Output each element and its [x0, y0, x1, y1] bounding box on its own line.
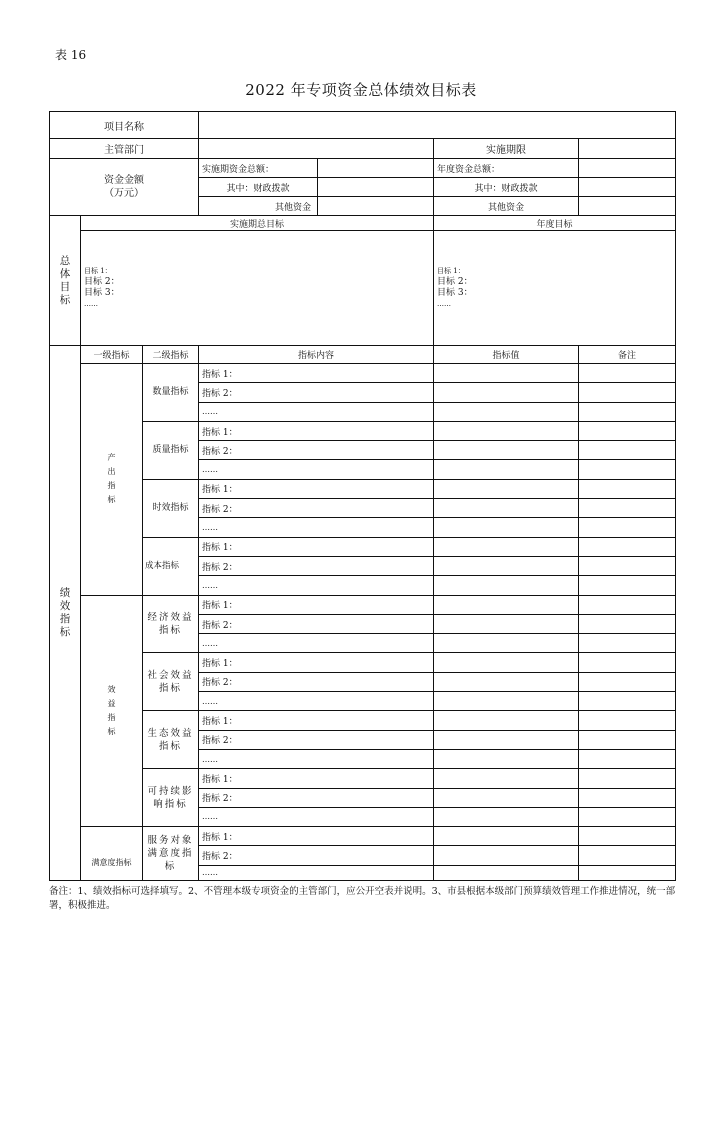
period-other-field[interactable]: [318, 197, 434, 216]
indicator-value-field[interactable]: [434, 653, 579, 672]
indicator-row-label: ……: [199, 807, 434, 826]
level1-benefit: [81, 595, 143, 827]
period-other-label: 其他资金: [199, 197, 318, 216]
total-period-field[interactable]: [318, 159, 434, 178]
indicator-note-field[interactable]: [579, 865, 676, 880]
period-fiscal-label: 其中：财政拨款: [199, 178, 318, 197]
indicator-row-label: 指标 2：: [199, 730, 434, 749]
period-field[interactable]: [579, 139, 676, 159]
goal-line-2: 目标 2：: [437, 277, 473, 287]
indicator-row-label: ……: [199, 460, 434, 479]
level2-cost: 成本指标: [143, 537, 199, 595]
level2-quantity: 数量指标: [143, 364, 199, 422]
indicator-value-field[interactable]: [434, 383, 579, 402]
goal-line-1: 目标 1：: [84, 267, 112, 275]
department-label: 主管部门: [50, 139, 199, 159]
funds-unit: （万元）: [104, 188, 145, 199]
goal-line-3: 目标 3：: [84, 288, 120, 298]
overall-goal-label: [50, 216, 81, 346]
indicator-value-field[interactable]: [434, 749, 579, 768]
indicator-note-field[interactable]: [579, 788, 676, 807]
indicator-note-field[interactable]: [579, 634, 676, 653]
indicator-row-label: 指标 1：: [199, 769, 434, 788]
indicator-row-label: 指标 1：: [199, 537, 434, 556]
period-fiscal-field[interactable]: [318, 178, 434, 197]
indicator-row-label: 指标 1：: [199, 595, 434, 614]
goal-line-more: ……: [437, 300, 452, 308]
total-period-label: 实施期资金总额：: [199, 159, 318, 178]
indicator-row-label: 指标 2：: [199, 846, 434, 865]
indicator-note-field[interactable]: [579, 537, 676, 556]
indicator-note-field[interactable]: [579, 518, 676, 537]
indicator-value-field[interactable]: [434, 846, 579, 865]
indicator-value-field[interactable]: [434, 711, 579, 730]
indicator-value-field[interactable]: [434, 692, 579, 711]
indicator-value-field[interactable]: [434, 788, 579, 807]
indicator-note-field[interactable]: [579, 769, 676, 788]
indicator-value-field[interactable]: [434, 556, 579, 575]
year-goal-title: 年度目标: [434, 216, 676, 231]
year-other-label: 其他资金: [434, 197, 579, 216]
col-value: 指标值: [434, 346, 579, 364]
indicator-note-field[interactable]: [579, 383, 676, 402]
indicator-row-label: 指标 1：: [199, 421, 434, 440]
indicator-label: [50, 346, 81, 881]
indicator-label-text: 绩效指标: [59, 586, 71, 638]
indicator-row-label: ……: [199, 402, 434, 421]
indicator-value-field[interactable]: [434, 364, 579, 383]
indicator-row-label: 指标 2：: [199, 672, 434, 691]
indicator-value-field[interactable]: [434, 595, 579, 614]
goal-line-3: 目标 3：: [437, 288, 473, 298]
level2-economic: 经济效益指标: [143, 595, 199, 653]
project-name-field[interactable]: [199, 112, 676, 139]
indicator-row-label: 指标 1：: [199, 364, 434, 383]
indicator-value-field[interactable]: [434, 421, 579, 440]
level2-timeliness: 时效指标: [143, 479, 199, 537]
indicator-note-field[interactable]: [579, 711, 676, 730]
indicator-note-field[interactable]: [579, 441, 676, 460]
indicator-value-field[interactable]: [434, 730, 579, 749]
indicator-value-field[interactable]: [434, 672, 579, 691]
indicator-value-field[interactable]: [434, 441, 579, 460]
indicator-row-label: 指标 1：: [199, 827, 434, 846]
year-other-field[interactable]: [579, 197, 676, 216]
page-title: 2022 年专项资金总体绩效目标表: [245, 81, 477, 99]
project-name-label: 项目名称: [50, 112, 199, 139]
indicator-row-label: ……: [199, 692, 434, 711]
indicator-row-label: 指标 2：: [199, 614, 434, 633]
indicator-note-field[interactable]: [579, 846, 676, 865]
overall-goal-text: 总体目标: [59, 254, 71, 306]
funds-label: [50, 159, 199, 216]
indicator-value-field[interactable]: [434, 479, 579, 498]
goal-line-1: 目标 1：: [437, 267, 465, 275]
indicator-note-field[interactable]: [579, 653, 676, 672]
department-field[interactable]: [199, 139, 434, 159]
indicator-value-field[interactable]: [434, 769, 579, 788]
indicator-row-label: ……: [199, 576, 434, 595]
indicator-note-field[interactable]: [579, 827, 676, 846]
col-note: 备注: [579, 346, 676, 364]
indicator-value-field[interactable]: [434, 402, 579, 421]
indicator-value-field[interactable]: [434, 499, 579, 518]
year-fiscal-field[interactable]: [579, 178, 676, 197]
indicator-note-field[interactable]: [579, 672, 676, 691]
footnotes: 备注：1、绩效指标可选择填写。2、不管理本级专项资金的主管部门，应公开空表并说明。3、市县根据本级部门预算绩效管理工作推进情况，统一部署，积极推进。: [49, 886, 676, 911]
total-year-label: 年度资金总额：: [434, 159, 579, 178]
level2-sustainable: 可持续影响指标: [143, 769, 199, 827]
indicator-value-field[interactable]: [434, 865, 579, 880]
indicator-note-field[interactable]: [579, 479, 676, 498]
period-goal-field[interactable]: [81, 231, 434, 346]
indicator-note-field[interactable]: [579, 692, 676, 711]
indicator-note-field[interactable]: [579, 402, 676, 421]
level1-satisfaction: [81, 827, 143, 881]
indicator-row-label: 指标 1：: [199, 479, 434, 498]
indicator-value-field[interactable]: [434, 460, 579, 479]
indicator-row-label: 指标 2：: [199, 556, 434, 575]
level2-social: 社会效益指标: [143, 653, 199, 711]
level2-service: 服务对象满意度指标: [143, 827, 199, 881]
indicator-note-field[interactable]: [579, 499, 676, 518]
level1-output: [81, 364, 143, 596]
indicator-row-label: ……: [199, 865, 434, 880]
level2-ecological: 生态效益指标: [143, 711, 199, 769]
year-goal-field[interactable]: [434, 231, 676, 346]
indicator-value-field[interactable]: [434, 518, 579, 537]
year-fiscal-label: 其中：财政拨款: [434, 178, 579, 197]
indicator-note-field[interactable]: [579, 421, 676, 440]
indicator-note-field[interactable]: [579, 730, 676, 749]
level1-benefit-text: 效益指标: [107, 684, 116, 736]
indicator-note-field[interactable]: [579, 614, 676, 633]
indicator-row-label: ……: [199, 749, 434, 768]
col-level2: 二级指标: [143, 346, 199, 364]
level1-satisfaction-text: 满意度指标: [91, 857, 132, 867]
period-goal-title: 实施期总目标: [81, 216, 434, 231]
indicator-row-label: 指标 1：: [199, 711, 434, 730]
indicator-value-field[interactable]: [434, 614, 579, 633]
indicator-note-field[interactable]: [579, 576, 676, 595]
performance-target-table: [49, 111, 676, 881]
indicator-row-label: 指标 2：: [199, 788, 434, 807]
indicator-note-field[interactable]: [579, 749, 676, 768]
indicator-value-field[interactable]: [434, 576, 579, 595]
col-level1: 一级指标: [81, 346, 143, 364]
indicator-value-field[interactable]: [434, 537, 579, 556]
period-label: 实施期限: [434, 139, 579, 159]
indicator-note-field[interactable]: [579, 595, 676, 614]
indicator-row-label: 指标 2：: [199, 499, 434, 518]
indicator-value-field[interactable]: [434, 807, 579, 826]
goal-line-2: 目标 2：: [84, 277, 120, 287]
level1-output-text: 产出指标: [107, 453, 116, 505]
table-number: 表 16: [55, 48, 87, 62]
indicator-row-label: ……: [199, 518, 434, 537]
indicator-note-field[interactable]: [579, 364, 676, 383]
total-year-field[interactable]: [579, 159, 676, 178]
funds-label-text: 资金金额: [104, 175, 145, 186]
indicator-value-field[interactable]: [434, 827, 579, 846]
indicator-value-field[interactable]: [434, 634, 579, 653]
indicator-row-label: ……: [199, 634, 434, 653]
col-content: 指标内容: [199, 346, 434, 364]
goal-line-more: ……: [84, 300, 98, 308]
indicator-note-field[interactable]: [579, 460, 676, 479]
indicator-note-field[interactable]: [579, 807, 676, 826]
indicator-row-label: 指标 2：: [199, 441, 434, 460]
indicator-note-field[interactable]: [579, 556, 676, 575]
level2-quality: 质量指标: [143, 421, 199, 479]
indicator-row-label: 指标 1：: [199, 653, 434, 672]
indicator-row-label: 指标 2：: [199, 383, 434, 402]
